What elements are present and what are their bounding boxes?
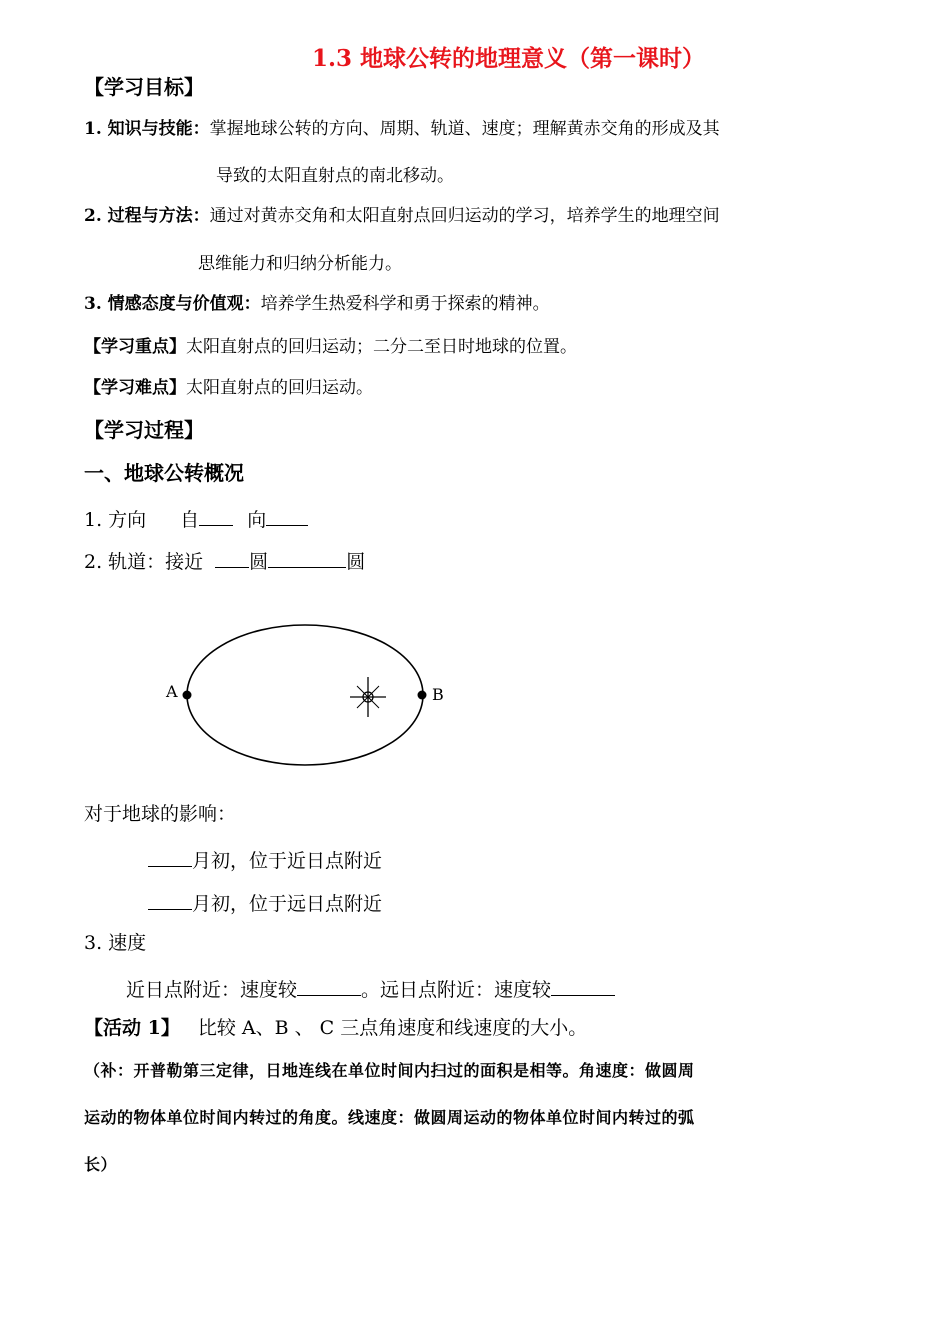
direction-from-blank[interactable] bbox=[199, 507, 233, 526]
perihelion-text: 月初，位于近日点附近 bbox=[192, 850, 383, 872]
speed-near-text: 近日点附近：速度较 bbox=[126, 979, 298, 1001]
activity-label: 【活动 1】 bbox=[84, 1017, 180, 1039]
speed-far-text: 。远日点附近：速度较 bbox=[361, 979, 552, 1001]
point-a-marker bbox=[183, 691, 192, 700]
objective-2-label: 2. 过程与方法： bbox=[84, 206, 210, 226]
speed-far-blank[interactable] bbox=[551, 977, 615, 996]
direction-to: 向 bbox=[247, 509, 267, 531]
orbit-word-2: 圆 bbox=[346, 551, 366, 573]
direction-label: 1. 方向 bbox=[84, 509, 147, 531]
difficulty-text: 太阳直射点的回归运动。 bbox=[186, 378, 373, 398]
objective-1 bbox=[84, 121, 720, 138]
orbit-line bbox=[84, 549, 365, 572]
perihelion-blank[interactable] bbox=[148, 848, 192, 867]
note-line-1: （补：开普勒第三定律，日地连线在单位时间内扫过的面积是相等。角速度：做圆周 bbox=[84, 1061, 695, 1080]
key-points-text: 太阳直射点的回归运动；二分二至日时地球的位置。 bbox=[186, 337, 577, 357]
direction-from: 自 bbox=[180, 509, 200, 531]
orbit-diagram bbox=[160, 615, 460, 775]
key-points-label: 【学习重点】 bbox=[84, 337, 186, 357]
objective-2 bbox=[84, 208, 720, 225]
orbit-word-1: 圆 bbox=[249, 551, 269, 573]
orbit-label: 2. 轨道：接近 bbox=[84, 551, 204, 573]
note-line-2: 运动的物体单位时间内转过的角度。线速度：做圆周运动的物体单位时间内转过的弧 bbox=[84, 1108, 695, 1127]
process-heading: 【学习过程】 bbox=[84, 418, 204, 442]
point-a-label: A bbox=[166, 682, 178, 701]
aphelion-line bbox=[148, 891, 382, 914]
objective-1-text-a: 掌握地球公转的方向、周期、轨道、速度；理解黄赤交角的形成及其 bbox=[209, 119, 720, 139]
key-points bbox=[84, 339, 577, 356]
activity-1 bbox=[84, 1019, 587, 1038]
point-b-label: B bbox=[432, 685, 444, 704]
objectives-heading: 【学习目标】 bbox=[84, 75, 204, 99]
orbit-ellipse bbox=[187, 625, 423, 765]
objective-3 bbox=[84, 296, 550, 313]
objective-3-text: 培养学生热爱科学和勇于探索的精神。 bbox=[260, 294, 550, 314]
note-line-3: 长） bbox=[84, 1155, 118, 1174]
effect-label: 对于地球的影响： bbox=[84, 803, 237, 825]
objective-2-text-b: 思维能力和归纳分析能力。 bbox=[198, 254, 402, 274]
orbit-blank-1[interactable] bbox=[215, 549, 249, 568]
aphelion-text: 月初，位于远日点附近 bbox=[192, 893, 383, 915]
speed-label: 3. 速度 bbox=[84, 932, 147, 954]
objective-1-label: 1. 知识与技能： bbox=[84, 119, 210, 139]
perihelion-line bbox=[148, 848, 382, 871]
objective-2-text-a: 通过对黄赤交角和太阳直射点回归运动的学习，培养学生的地理空间 bbox=[209, 206, 720, 226]
speed-line bbox=[126, 977, 615, 1000]
direction-to-blank[interactable] bbox=[266, 507, 308, 526]
objective-3-label: 3. 情感态度与价值观： bbox=[84, 294, 261, 314]
aphelion-blank[interactable] bbox=[148, 891, 192, 910]
difficulty-label: 【学习难点】 bbox=[84, 378, 186, 398]
point-b-marker bbox=[418, 691, 427, 700]
difficulty bbox=[84, 380, 373, 397]
part1-heading: 一、地球公转概况 bbox=[84, 461, 244, 485]
objective-1-text-b: 导致的太阳直射点的南北移动。 bbox=[216, 166, 454, 186]
speed-near-blank[interactable] bbox=[297, 977, 361, 996]
activity-text: 比较 A、B 、 C 三点角速度和线速度的大小。 bbox=[197, 1017, 588, 1039]
sun-icon bbox=[350, 677, 386, 717]
orbit-blank-2[interactable] bbox=[268, 549, 346, 568]
direction-line bbox=[84, 507, 308, 530]
page-title: 1.3 地球公转的地理意义（第一课时） bbox=[312, 45, 706, 72]
